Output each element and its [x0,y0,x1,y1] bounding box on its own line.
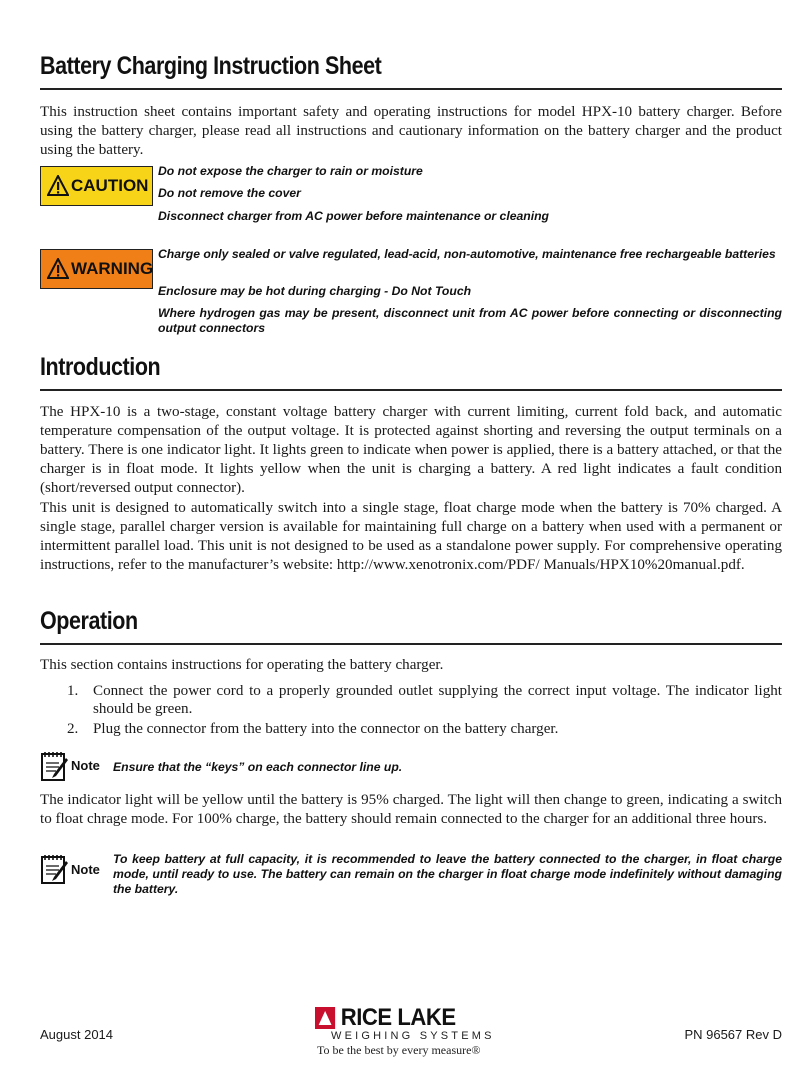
notepad-icon [40,853,70,885]
note-text: Ensure that the “keys” on each connector line up. [113,760,403,774]
caution-item: Disconnect charger from AC power before maintenance or cleaning [158,209,549,223]
exclamation-triangle-icon [47,258,69,280]
intro-paragraph: This instruction sheet contains important safety and operating instructions for model HPX-10 battery charger. Before using the battery charger, please read all instructions and cautionary information on the battery charger and the product using the battery. [40,104,782,158]
caution-item: Do not expose the charger to rain or moisture [158,164,423,178]
logo-emblem-icon [315,1007,335,1029]
step-number: 1. [67,683,79,699]
caution-item: Do not remove the cover [158,186,301,200]
step-text: Connect the power cord to a properly grounded outlet supplying the correct input voltage. The indicator light should be green. [93,683,782,717]
footer-part-number: PN 96567 Rev D [684,1027,782,1042]
caution-badge [40,166,153,206]
list-item [67,682,782,718]
notepad-icon [40,750,70,782]
page-title: Battery Charging Instruction Sheet [40,52,382,80]
caution-label: CAUTION [71,176,149,195]
step-number: 2. [67,721,79,737]
logo-main-text: RICE LAKE [340,1004,456,1031]
warning-label: WARNING [71,259,154,278]
introduction-paragraph: This unit is designed to automatically switch into a single stage, float charge mode when the battery is 70% charged. A single stage, parallel charger version is available for maintaining full charge on a battery when used with a permanent or intermittent parallel load. This unit is not designed to be used as a standalone power supply. For comprehensive operating instructions, refer to the manufacturer’s website: http://www.xenotronix.com/PDF/ Manuals/HPX10%20manual.pdf. [40,500,782,573]
introduction-paragraph: The HPX-10 is a two-stage, constant voltage battery charger with current limiting, current fold back, and automatic temperature compensation of the output voltage. It is protected against shorting and reversing the output terminals on a battery. There is one indicator light. It lights green to indicate when power is applied, there is a battery attached, or that the charger is in float mode. It lights yellow when the unit is charging a battery. A red light indicates a fault condition (short/reversed output connector). [40,404,782,496]
operation-lead: This section contains instructions for operating the battery charger. [40,657,444,673]
introduction-divider [40,389,782,391]
exclamation-triangle-icon [47,175,69,197]
title-divider [40,88,782,90]
operation-heading: Operation [40,607,138,635]
note-label: Note [71,862,100,877]
rice-lake-logo [315,1006,515,1058]
warning-item: Charge only sealed or valve regulated, lead-acid, non-automotive, maintenance free rechargeable batteries [158,247,776,261]
warning-item: Where hydrogen gas may be present, disconnect unit from AC power before connecting or disconnecting output connectors [158,306,782,335]
warning-item: Enclosure may be hot during charging - Do Not Touch [158,284,472,298]
note-text: To keep battery at full capacity, it is recommended to leave the battery connected to the charger, in float charge mode, until ready to use. The battery can remain on the charger in float charge mode indefinitely without damaging the battery. [113,852,782,896]
operation-paragraph: The indicator light will be yellow until the battery is 95% charged. The light will then change to green, indicating a switch to float chrage mode. For 100% charge, the battery should remain connected to the charger for an additional three hours. [40,792,782,827]
introduction-heading: Introduction [40,353,161,381]
logo-subtitle: WEIGHING SYSTEMS [331,1030,495,1042]
list-item [67,720,782,738]
operation-divider [40,643,782,645]
footer-date: August 2014 [40,1027,114,1042]
logo-tagline: To be the best by every measure® [317,1043,481,1057]
logo-wordmark [315,1006,499,1030]
step-text: Plug the connector from the battery into the connector on the battery charger. [93,721,559,737]
warning-badge [40,249,153,289]
note-label: Note [71,758,100,773]
